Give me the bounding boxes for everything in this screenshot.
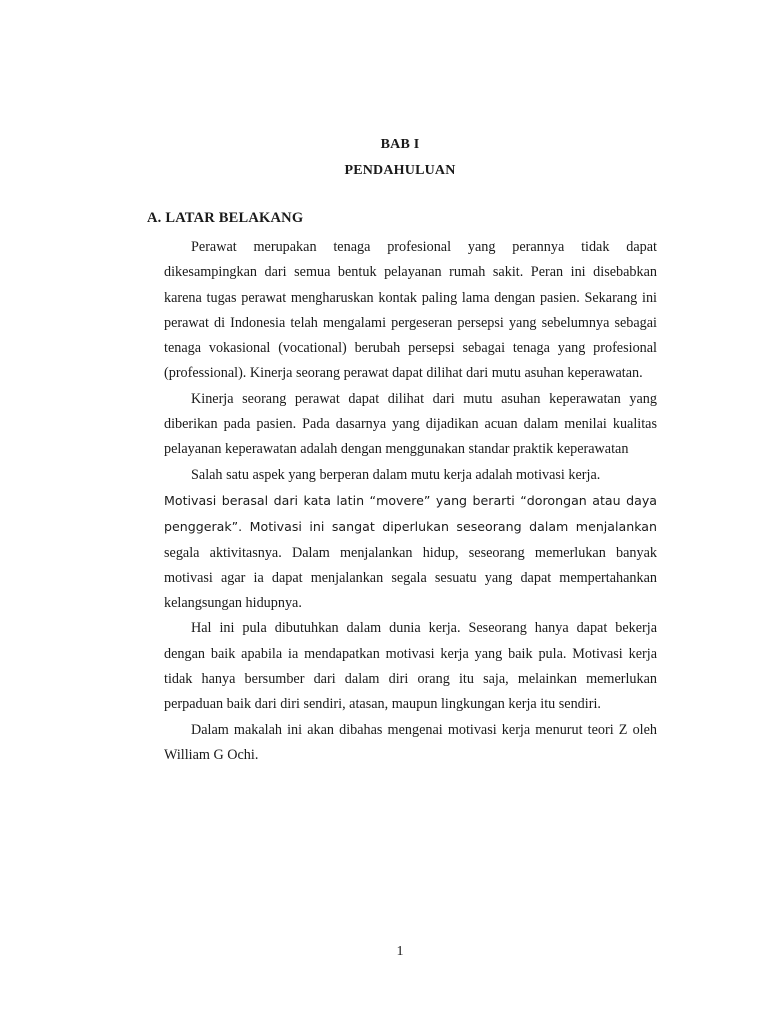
paragraph-part: segala aktivitasnya. Dalam menjalankan hidup, seseorang memerlukan banyak motivasi agar ia dapat menjalankan segala sesuatu yang dapat mempertahankan kelangsungan hidupnya. [164,544,657,612]
paragraph-part-alt-font: Motivasi berasal dari kata latin “movere” yang berarti “dorongan atau daya penggerak”. Motivasi ini sangat diperlukan seseorang dalam menjalankan [164,492,657,535]
paragraph-part: Salah satu aspek yang berperan dalam mutu kerja adalah motivasi kerja. [191,466,601,483]
paragraph [164,463,657,617]
body-text [164,235,657,768]
paragraph: Perawat merupakan tenaga profesional yang perannya tidak dapat dikesampingkan dari semua bentuk pelayanan rumah sakit. Peran ini disebabkan karena tugas perawat mengharuskan kontak paling lama dengan pasien. Sekarang ini perawat di Indonesia telah mengalami pergeseran persepsi yang sebelumnya sebagai tenaga vokasional (vocational) berubah persepsi sebagai tenaga yang profesional (professional). Kinerja seorang perawat dapat dilihat dari mutu asuhan keperawatan. [164,239,657,382]
chapter-title: PENDAHULUAN [344,163,456,178]
section-heading: A. LATAR BELAKANG [147,210,304,226]
chapter-label: BAB I [380,137,420,152]
paragraph: Hal ini pula dibutuhkan dalam dunia kerja. Seseorang hanya dapat bekerja dengan baik apabila ia mendapatkan motivasi kerja yang baik pula. Motivasi kerja tidak hanya bersumber dari dalam diri orang itu saja, melainkan memerlukan perpaduan baik dari diri sendiri, atasan, maupun lingkungan kerja itu sendiri. [164,620,657,713]
paragraph: Kinerja seorang perawat dapat dilihat dari mutu asuhan keperawatan yang diberikan pada pasien. Pada dasarnya yang dijadikan acuan dalam menilai kualitas pelayanan keperawatan adalah dengan menggunakan standar praktik keperawatan [164,390,657,458]
page-number: 1 [396,944,404,959]
paragraph: Dalam makalah ini akan dibahas mengenai motivasi kerja menurut teori Z oleh William G Ochi. [164,721,657,763]
